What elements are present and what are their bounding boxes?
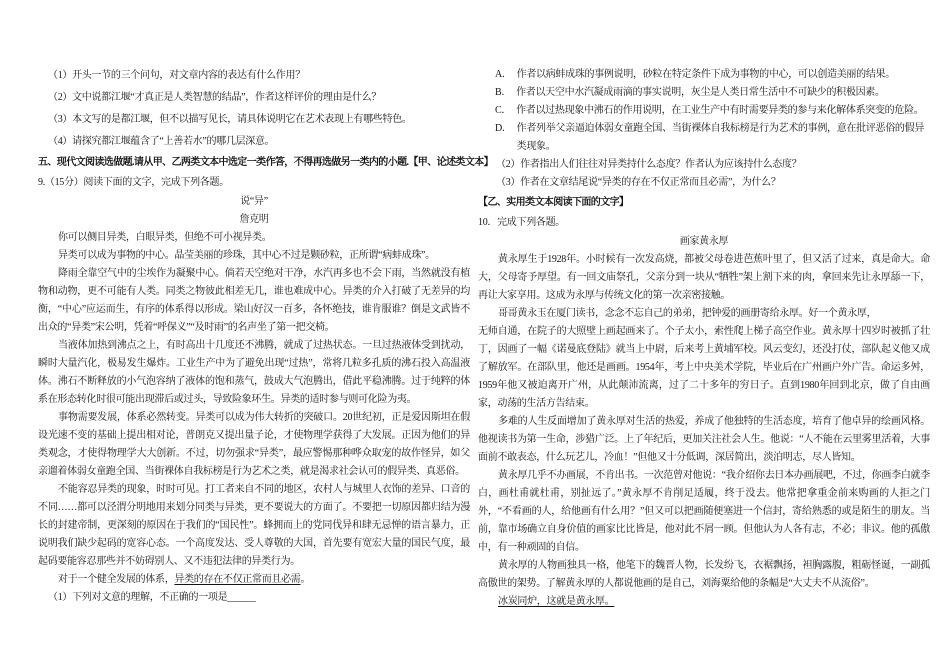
essay-title: 画家黄永厚 [679, 236, 729, 247]
option-label: B． [495, 87, 512, 98]
prev-question-2: （2）文中说都江堰“才真正是人类智慧的结晶”，作者这样评价的理由是什么？ [48, 92, 382, 103]
section-header-yi: 【乙、实用类文本阅读下面的文字】 [478, 197, 629, 208]
essay-closing-paragraph [478, 593, 930, 611]
option-label: C． [495, 105, 512, 116]
option-label: A． [495, 69, 512, 80]
essay-paragraph: 黄永厚的人物画独具一格，他笔下的魏晋人物，长发纷飞，衣裾飘扬，袒胸露腹，粗砺怪诞，一副孤高傲世的架势。了解黄永厚的人都说他画的是自己，刘海粟给他的条幅是“大丈夫不从流俗”。 [478, 560, 930, 589]
essay-paragraph: 异类可以成为事物的中心。晶莹美丽的珍珠，其中心不过是颗砂粒，正所谓“病蚌成珠”。 [58, 250, 435, 261]
essay-paragraph: 哥哥黄永玉在厦门读书，念念不忘自己的弟弟，把钟爱的画册寄给永厚。好一个黄永厚， [498, 308, 877, 319]
left-column [38, 66, 493, 607]
closing-underlined-sentence: 冰炭同炉，这就是黄永厚。 [498, 596, 615, 607]
closing-prefix: 对于一个健全发展的体系， [58, 574, 175, 585]
question-9-lead: 9.（15分）阅读下面的文字，完成下列各题。 [38, 177, 229, 188]
essay-paragraph: 无师自通，在院子的大照壁上画起画来了。个子太小，索性爬上梯子高空作业。黄永厚十四岁时被抓了壮丁，因画了一幅《诺曼底登陆》就当上中尉，后来考上黄埔军校。风云变幻，还没打仗，部队起义他又成了解放军。在部队里，他还是画画。1954年，考上中央美术学院，毕业后在广州画户外广告。命运多舛，1959年他又被迫离开广州，从此颠沛流离，过了二十多年的穷日子。直到1980年回到北京，做了自由画家，动荡的生活方告结束。 [478, 326, 930, 409]
closing-suffix: 。 [300, 574, 311, 585]
option-text: 作者以天空中水汽凝成雨滴的事实说明，灰尘是人类日常生活中不可缺少的积极因素。 [516, 87, 885, 98]
option-text: 作者列举父亲逼迫体弱女童跑全国、当街裸体自我标榜是行为艺术的事例，意在批评恶俗的假异类现象。 [516, 123, 925, 152]
sub-question-1-with-blank: （1）下列对文意的理解，不正确的一项是______ [48, 592, 256, 603]
essay-paragraph: 黄永厚生于1928年。小时候有一次发高烧，都被父母卷进芭蕉叶里了，但又活了过来，真是命大。命大，父母寄予厚望。有一回文庙祭孔，父亲分到一块从“牺牲”架上割下来的肉，拿回来先让永厚舔一下，再让大家享用。这成为永厚与传统文化的第一次亲密接触。 [478, 254, 930, 301]
sub-question-2: （2）作者指出人们往往对异类持什么态度？作者认为应该持什么态度？ [496, 159, 802, 170]
option-label: D． [495, 123, 512, 134]
option-text: 作者以病蚌成珠的事例说明，砂粒在特定条件下成为事物的中心，可以创造美丽的结果。 [516, 69, 895, 80]
choice-option-d [478, 120, 930, 156]
prev-question-3: （3）本文写的是都江堰，但不以描写见长，请具体说明它在艺术表现上有哪些特色。 [48, 114, 412, 125]
right-column [478, 66, 930, 611]
closing-underlined-thesis: 异类的存在不仅正常而且必需 [174, 574, 301, 585]
prev-question-1: （1）开头一节的三个问句，对文章内容的表达有什么作用？ [48, 70, 305, 81]
choice-option-b [478, 84, 930, 102]
essay-closing-paragraph [38, 571, 470, 589]
essay-title: 说“异” [240, 196, 268, 207]
choice-option-a [478, 66, 930, 84]
essay-paragraph: 不能容忍异类的现象，时时可见。打工者来自不同的地区，农村人与城里人衣饰的差异、口音的不同……都可以泾渭分明地用来划分同类与异类，更不要说大的方面了。不要把一切原因都归结为漫长的封建帝制，更深刻的原因在于我们的“国民性”。蜂拥而上的党同伐异和肆无忌惮的语言暴力，正说明我们缺少起码的宽容心态。一个高度发达、受人尊敬的大国，首先要有宽宏大量的国民气度，最起码要能容忍那些并不妨碍别人、又不违犯法律的异类行为。 [38, 484, 470, 567]
essay-paragraph: 事物需要发展，体系必然转变。异类可以成为伟大转折的突破口。20世纪初，正是爱因斯坦在假设光速不变的基础上提出相对论，普朗克又提出量子论，才使物理学获得了大发展。正因为他们的异类观念，才使得物理学大大创新。不过，切勿强求“异类”，最应警惕那种哗众取宠的故作怪异，如父亲遛着体弱女童跑全国、当街裸体自我标榜是行为艺术之类，就是渴求社会认可的假异类、真恶俗。 [38, 412, 470, 477]
essay-paragraph: 黄永厚几乎不办画展，不肯出书。一次范曾对他说：“我介绍你去日本办画展吧，不过，你画李白就李白，画杜甫就杜甫，别扯远了。”黄永厚不肯削足适履，终于没去。他常把拿重金前来购画的人拒之门外，“不看画的人，给他画有什么用？”但又可以把画随便塞进一个信封，寄给熟悉的或是陌生的朋友。当前，靠市场确立自身价值的画家比比皆是，他对此不屑一顾。但他认为人各有志，不必；非议。他的孤傲中，有一种顽固的自信。 [478, 470, 930, 553]
option-text: 作者以过热现象中沸石的作用说明，在工业生产中有时需要异类的参与来化解体系突变的危险。 [516, 105, 924, 116]
section-header-jia: 五、现代文阅读选做题.请从甲、乙两类文本中选定一类作答，不得再选做另一类内的小题.【甲、论述类文本】 [38, 157, 493, 168]
essay-paragraph: 多难的人生反面增加了黄永厚对生活的热爱，养成了他独特的生活态度，培育了他卓异的绘画风格。他视读书为第一生命，涉猎广泛。上了年纪后，更加关注社会人生。他说：“人不能在云里雾里活着，大事面前不敢表态，什么玩艺儿，冷血！”但他又十分低调，深居简出，淡泊明志，尽人皆知。 [478, 416, 930, 463]
essay-paragraph: 降雨全靠空气中的尘埃作为凝聚中心。倘若天空绝对干净，水汽再多也不会下雨，当然就没有植物和动物，更不可能有人类。同类之物彼此相差无几，谁也难成中心。异类的介入打破了无差异的均衡，“中心”应运而生，有序的体系得以形成。梁山好汉一百多，各怀绝技，谁肯服谁？倒是文武皆不出众的“异类”宋公明，凭着“呼保义”“及时雨”的名声坐了第一把交椅。 [38, 268, 470, 333]
sub-question-3: （3）作者在文章结尾说“异类的存在不仅正常而且必需”，为什么？ [496, 177, 781, 188]
essay-author: 詹克明 [239, 214, 269, 225]
question-10-lead: 10．完成下列各题。 [478, 217, 565, 228]
essay-paragraph: 你可以侧目异类，白眼异类，但绝不可小视异类。 [58, 232, 272, 243]
choice-option-c [478, 102, 930, 120]
essay-paragraph: 当液体加热到沸点之上，有时高出十几度还不沸腾，就成了过热状态。一旦过热液体受到扰动，瞬时大量汽化，极易发生爆炸。工业生产中为了避免出现“过热”，常将几粒多孔质的沸石投入高温液体。沸石不断释放的小气泡容纳了液体的饱和蒸气，鼓成大气泡腾出，借此平稳沸腾。过于纯粹的体系在形态转化时很可能出现滞后或过头，导致险象环生。异类的适时参与则可化险为夷。 [38, 340, 470, 405]
prev-question-4: （4）请探究都江堰蕴含了“上善若水”的哪几层深意。 [48, 136, 275, 147]
